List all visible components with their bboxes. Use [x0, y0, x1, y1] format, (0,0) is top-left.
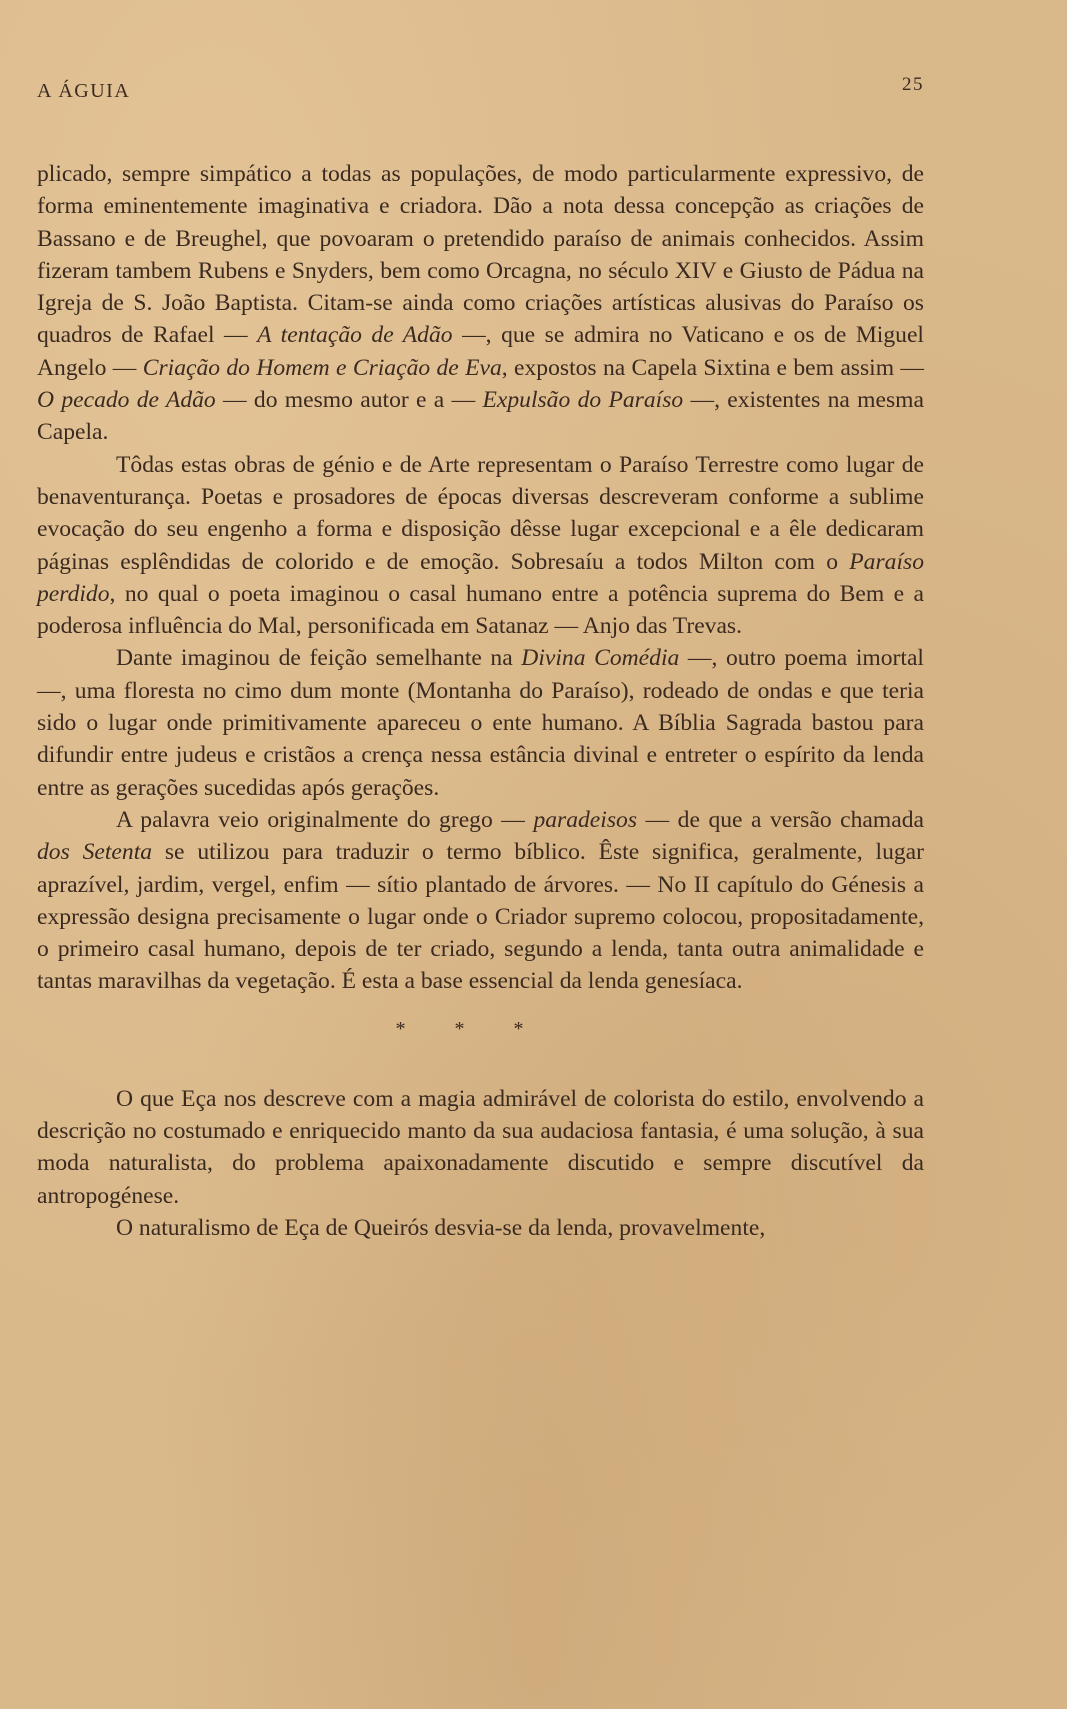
paragraphs-after-separator — [37, 1083, 924, 1244]
text-run: Tôdas estas obras de génio e de Arte representam o Paraíso Terrestre como lugar de benaventurança. Poetas e prosadores de épocas diversas descreveram conforme a sublime evocação do seu engenho a forma e disposição dêsse lugar excepcional e a êle dedicaram páginas esplêndidas de colorido e de emoção. Sobresaíu a todos Milton com o — [37, 451, 924, 575]
paragraph — [37, 449, 924, 643]
text-run: O que Eça nos descreve com a magia admirável de colorista do estilo, envolvendo a descrição no costumado e enriquecido manto da sua audaciosa fantasia, é uma solução, à sua moda naturalista, do problema apaixonadamente discutido e sempre discutível da antropogénese. — [37, 1085, 924, 1209]
italic-title: O pecado de Adão — [37, 387, 216, 414]
text-run: —, existentes na mesma Capela. — [37, 387, 925, 446]
text-run: Dante imaginou de feição semelhante na — [116, 645, 522, 672]
italic-title: Criação do Homem e Criação de Eva — [142, 354, 502, 381]
text-run: O naturalismo de Eça de Queirós desvia-se da lenda, provavelmente, — [116, 1214, 766, 1241]
text-run: , expostos na Capela Sixtina e bem assim — — [501, 354, 924, 381]
text-run: — do mesmo autor e a — — [215, 387, 483, 414]
text-run: se utilizou para traduzir o termo bíblico. Êste significa, geralmente, lugar aprazível, jardim, vergel, enfim — sítio plantado de árvores. — No II capítulo do Génesis a expressão designa precisamente o lugar onde o Criador supremo colocou, propositadamente, o primeiro casal humano, depois de ter criado, segundo a lenda, tanta outra animalidade e tantas maravilhas da vegetação. É esta a base essencial da lenda genesíaca. — [37, 839, 924, 995]
italic-title: paradeisos — [533, 806, 637, 833]
italic-title: dos Setenta — [37, 839, 153, 866]
italic-title: Expulsão do Paraíso — [482, 387, 684, 414]
running-head-title: A ÁGUIA — [37, 80, 131, 102]
section-separator: * * * — [395, 1017, 546, 1040]
italic-title: A tentação de Adão — [257, 322, 453, 349]
text-run: plicado, sempre simpático a todas as populações, de modo particularmente expressivo, de forma eminentemente imaginativa e criadora. Dão a nota dessa concepção as criações de Bassano e de Breughel, que povoaram o pretendido paraíso de animais conhecidos. Assim fizeram tambem Rubens e Snyders, bem como Orcagna, no século XIV e Giusto de Pádua na Igreja de S. João Baptista. Citam-se ainda como criações artísticas alusivas do Paraíso os quadros de Rafael — — [37, 161, 924, 349]
paragraphs-before-separator — [37, 158, 924, 998]
paragraph — [37, 804, 924, 998]
italic-title: Divina Comédia — [521, 645, 680, 672]
text-run: —, outro poema imortal —, uma floresta no cimo dum monte (Montanha do Paraíso), rodeado de ondas e que teria sido o lugar onde primitivamente apareceu o ente humano. A Bíblia Sagrada bastou para difundir entre judeus e cristãos a crença nessa estância divinal e entreter o espírito da lenda entre as gerações sucedidas após gerações. — [37, 645, 924, 801]
page-number: 25 — [902, 74, 924, 95]
italic-title: Paraíso perdido — [37, 548, 924, 607]
paragraph — [37, 158, 924, 449]
text-run: , no qual o poeta imaginou o casal humano entre a potência suprema do Bem e a poderosa influência do Mal, personificada em Satanaz — Anjo das Trevas. — [37, 580, 924, 640]
body-text — [37, 158, 924, 1244]
paragraph — [37, 1212, 924, 1244]
text-run: —, que se admira no Vaticano e os de Miguel Angelo — — [37, 322, 924, 381]
text-run: — de que a versão chamada — [637, 806, 924, 833]
paragraph — [37, 642, 924, 803]
running-head — [37, 74, 924, 108]
text-run: A palavra veio originalmente do grego — — [116, 806, 534, 833]
paragraph — [37, 1083, 924, 1212]
